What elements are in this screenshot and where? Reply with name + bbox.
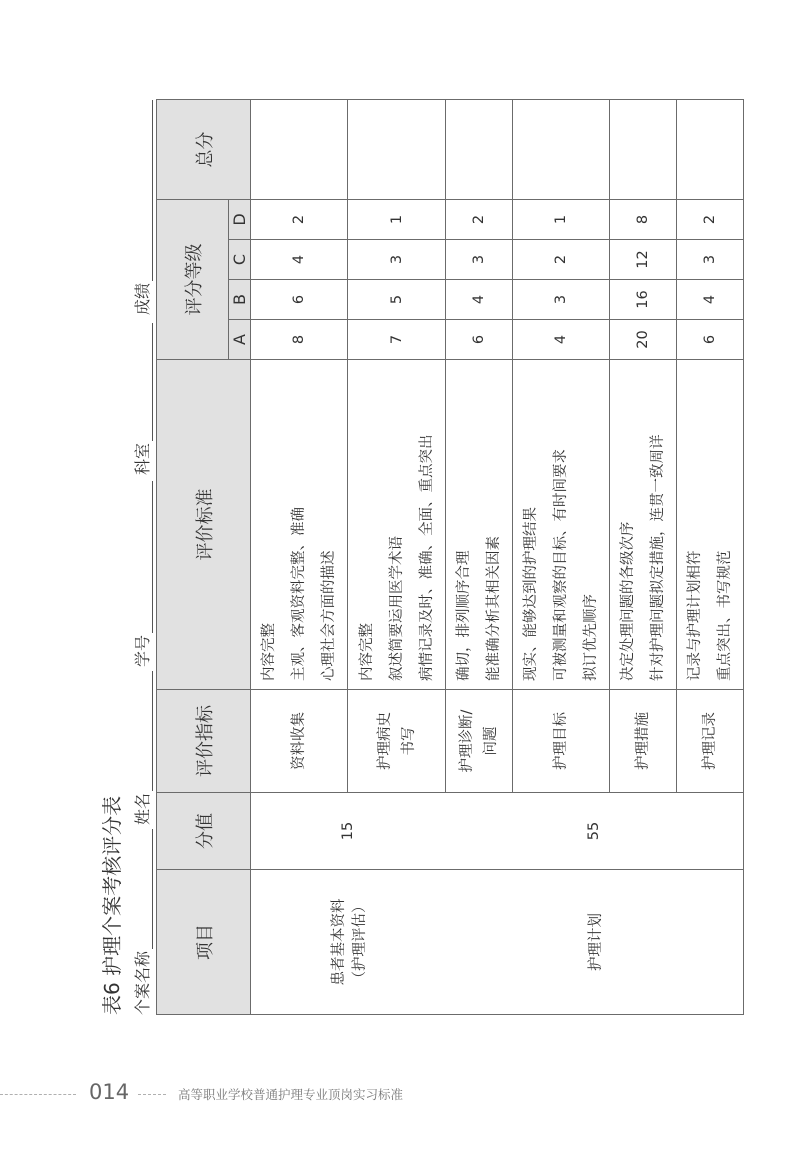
criteria-line: 确切，排列顺序合理 (456, 550, 472, 681)
footer-divider (0, 1094, 76, 1095)
criteria-line: 主观、客观资料完整、准确 (291, 507, 307, 681)
grade-a-cell: 6 (677, 320, 744, 360)
indicator-line: 资料收集 (291, 712, 307, 770)
table-row (446, 100, 513, 1015)
header-indicator: 评价指标 (157, 690, 251, 793)
header-points: 分值 (157, 793, 251, 870)
criteria-line: 内容完整 (358, 623, 375, 681)
total-cell (610, 100, 677, 200)
grade-c-cell: 2 (513, 240, 610, 280)
grade-b-cell: 6 (251, 280, 348, 320)
grade-b-cell: 3 (513, 280, 610, 320)
grade-c-cell: 12 (610, 240, 677, 280)
grade-d-cell: 2 (446, 200, 513, 240)
name-blank (152, 671, 153, 791)
scoring-table (156, 99, 744, 1015)
grade-a-cell: 8 (251, 320, 348, 360)
name-label: 姓名 (133, 792, 152, 825)
grade-d-cell: 8 (610, 200, 677, 240)
criteria-line: 决定处理问题的各级次序 (620, 521, 636, 681)
grade-b-cell: 4 (446, 280, 513, 320)
case-name-label: 个案名称 (133, 950, 152, 1015)
total-cell (513, 100, 610, 200)
indicator-cell (513, 690, 610, 793)
grade-b-cell: 4 (677, 280, 744, 320)
department-blank (152, 323, 153, 441)
case-name-blank (152, 829, 153, 949)
grade-a-header: A (229, 320, 251, 360)
grade-c-cell: 3 (348, 240, 446, 280)
points-cell: 55 (446, 793, 744, 870)
grade-b-cell: 5 (348, 280, 446, 320)
grade-a-cell: 4 (513, 320, 610, 360)
criteria-line: 内容完整 (261, 623, 277, 681)
footer-title: 高等职业学校普通护理专业顶岗实习标准 (178, 1087, 404, 1102)
item-cell (446, 870, 744, 1015)
total-cell (348, 100, 446, 200)
item-line: （护理评估） (352, 898, 369, 986)
page-number: 014 (89, 1080, 130, 1104)
header-grade-level: 评分等级 (157, 200, 229, 360)
indicator-line: 护理措施 (635, 712, 651, 770)
score-label: 成绩 (133, 282, 152, 315)
header-row (157, 100, 229, 1015)
table-caption: 表6 护理个案考核评分表 (100, 795, 124, 1015)
criteria-cell (446, 360, 513, 690)
header-item: 项目 (157, 870, 251, 1015)
grade-c-cell: 4 (251, 240, 348, 280)
criteria-line: 拟订优先顺序 (583, 594, 599, 681)
total-cell (251, 100, 348, 200)
indicator-line: 护理记录 (702, 712, 718, 770)
grade-a-cell: 20 (610, 320, 677, 360)
page-footer (0, 1080, 800, 1110)
department-label: 科室 (133, 442, 152, 475)
criteria-line: 现实、能够达到的护理结果 (523, 507, 539, 681)
score-blank (152, 100, 153, 281)
grade-d-cell: 2 (251, 200, 348, 240)
grade-d-cell: 1 (513, 200, 610, 240)
indicator-cell (610, 690, 677, 793)
indicator-cell (446, 690, 513, 793)
rotated-page-content (96, 85, 733, 1015)
criteria-line: 针对护理问题拟定措施，连贯一致周详 (650, 434, 666, 681)
indicator-cell (677, 690, 744, 793)
item-cell (251, 870, 446, 1015)
grade-c-cell: 3 (446, 240, 513, 280)
grade-d-header: D (229, 200, 251, 240)
points-cell: 15 (251, 793, 446, 870)
grade-a-cell: 7 (348, 320, 446, 360)
grade-d-cell: 2 (677, 200, 744, 240)
criteria-line: 能准确分析其相关因素 (486, 536, 502, 681)
criteria-cell (513, 360, 610, 690)
grade-c-header: C (229, 240, 251, 280)
criteria-line: 可被测量和观察的目标、有时间要求 (553, 449, 569, 681)
indicator-line: 问题 (483, 726, 499, 756)
header-criteria: 评价标准 (157, 360, 251, 690)
grade-d-cell: 1 (348, 200, 446, 240)
grade-b-cell: 16 (610, 280, 677, 320)
indicator-line: 护理病史 (376, 712, 393, 770)
grade-c-cell: 3 (677, 240, 744, 280)
indicator-cell (251, 690, 348, 793)
header-total: 总分 (157, 100, 251, 200)
table-row (251, 100, 348, 1015)
indicator-line: 护理目标 (553, 712, 569, 770)
criteria-line: 叙述简要运用医学术语 (388, 536, 405, 681)
grade-a-cell: 6 (446, 320, 513, 360)
total-cell (446, 100, 513, 200)
criteria-cell (677, 360, 744, 690)
criteria-line: 记录与护理计划相符 (687, 550, 703, 681)
footer-divider (138, 1094, 166, 1095)
criteria-line: 重点突出、书写规范 (717, 550, 733, 681)
criteria-line: 心理社会方面的描述 (321, 550, 337, 681)
item-line: 患者基本资料 (331, 898, 348, 986)
student-id-blank (152, 481, 153, 633)
grade-b-header: B (229, 280, 251, 320)
total-cell (677, 100, 744, 200)
indicator-line: 书写 (400, 726, 417, 756)
student-id-label: 学号 (133, 634, 152, 667)
criteria-cell (610, 360, 677, 690)
item-line: 护理计划 (587, 913, 604, 971)
indicator-cell (348, 690, 446, 793)
criteria-line: 病情记录及时、准确、全面、重点突出 (418, 434, 435, 681)
criteria-cell (251, 360, 348, 690)
criteria-cell (348, 360, 446, 690)
indicator-line: 护理诊断/ (459, 709, 475, 773)
